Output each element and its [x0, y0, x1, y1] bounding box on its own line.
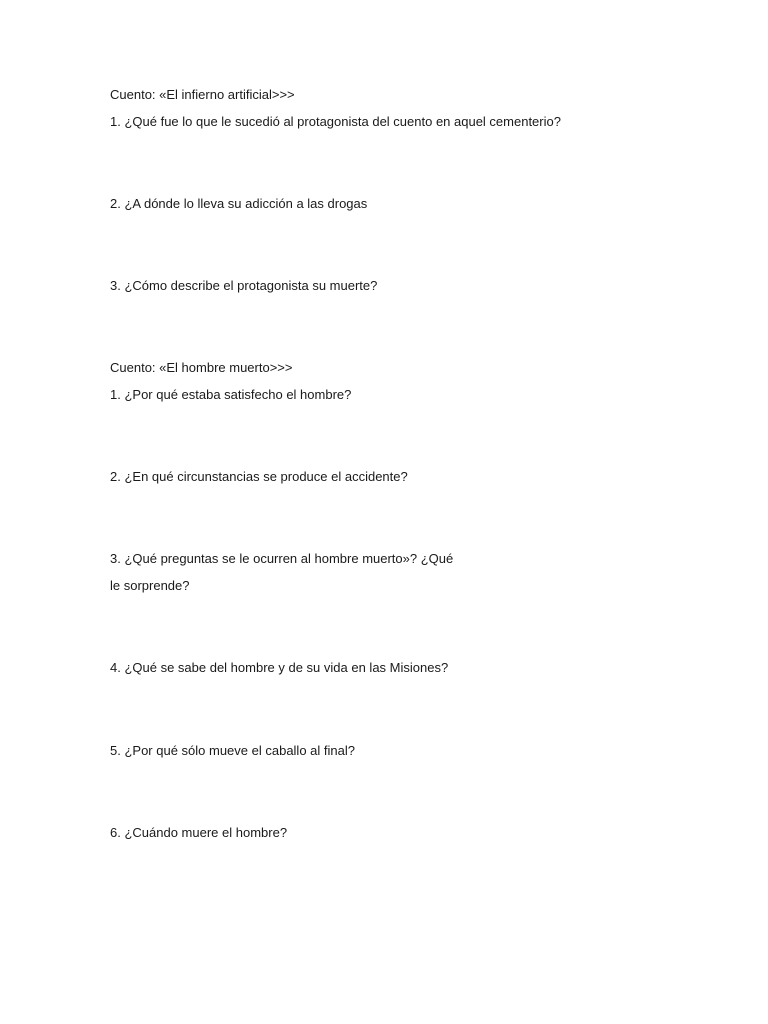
story2-question-6: 6. ¿Cuándo muere el hombre? — [110, 825, 288, 840]
story2-question-4: 4. ¿Qué se sabe del hombre y de su vida en las Misiones? — [110, 660, 449, 675]
story2-heading: Cuento: «El hombre muerto>>> — [110, 360, 293, 375]
story1-question-2: 2. ¿A dónde lo lleva su adicción a las drogas — [110, 196, 368, 211]
story2-question-3: 3. ¿Qué preguntas se le ocurren al hombre muerto»? ¿Qué — [110, 551, 454, 566]
story2-question-5: 5. ¿Por qué sólo mueve el caballo al final? — [110, 743, 355, 758]
story1-question-1: 1. ¿Qué fue lo que le sucedió al protagonista del cuento en aquel cementerio? — [110, 114, 561, 129]
story1-heading: Cuento: «El infierno artificial>>> — [110, 87, 295, 102]
story2-question-2: 2. ¿En qué circunstancias se produce el accidente? — [110, 469, 408, 484]
story2-question-1: 1. ¿Por qué estaba satisfecho el hombre? — [110, 387, 352, 402]
story2-question-3-continuation: le sorprende? — [110, 578, 190, 593]
story1-question-3: 3. ¿Cómo describe el protagonista su muerte? — [110, 278, 378, 293]
